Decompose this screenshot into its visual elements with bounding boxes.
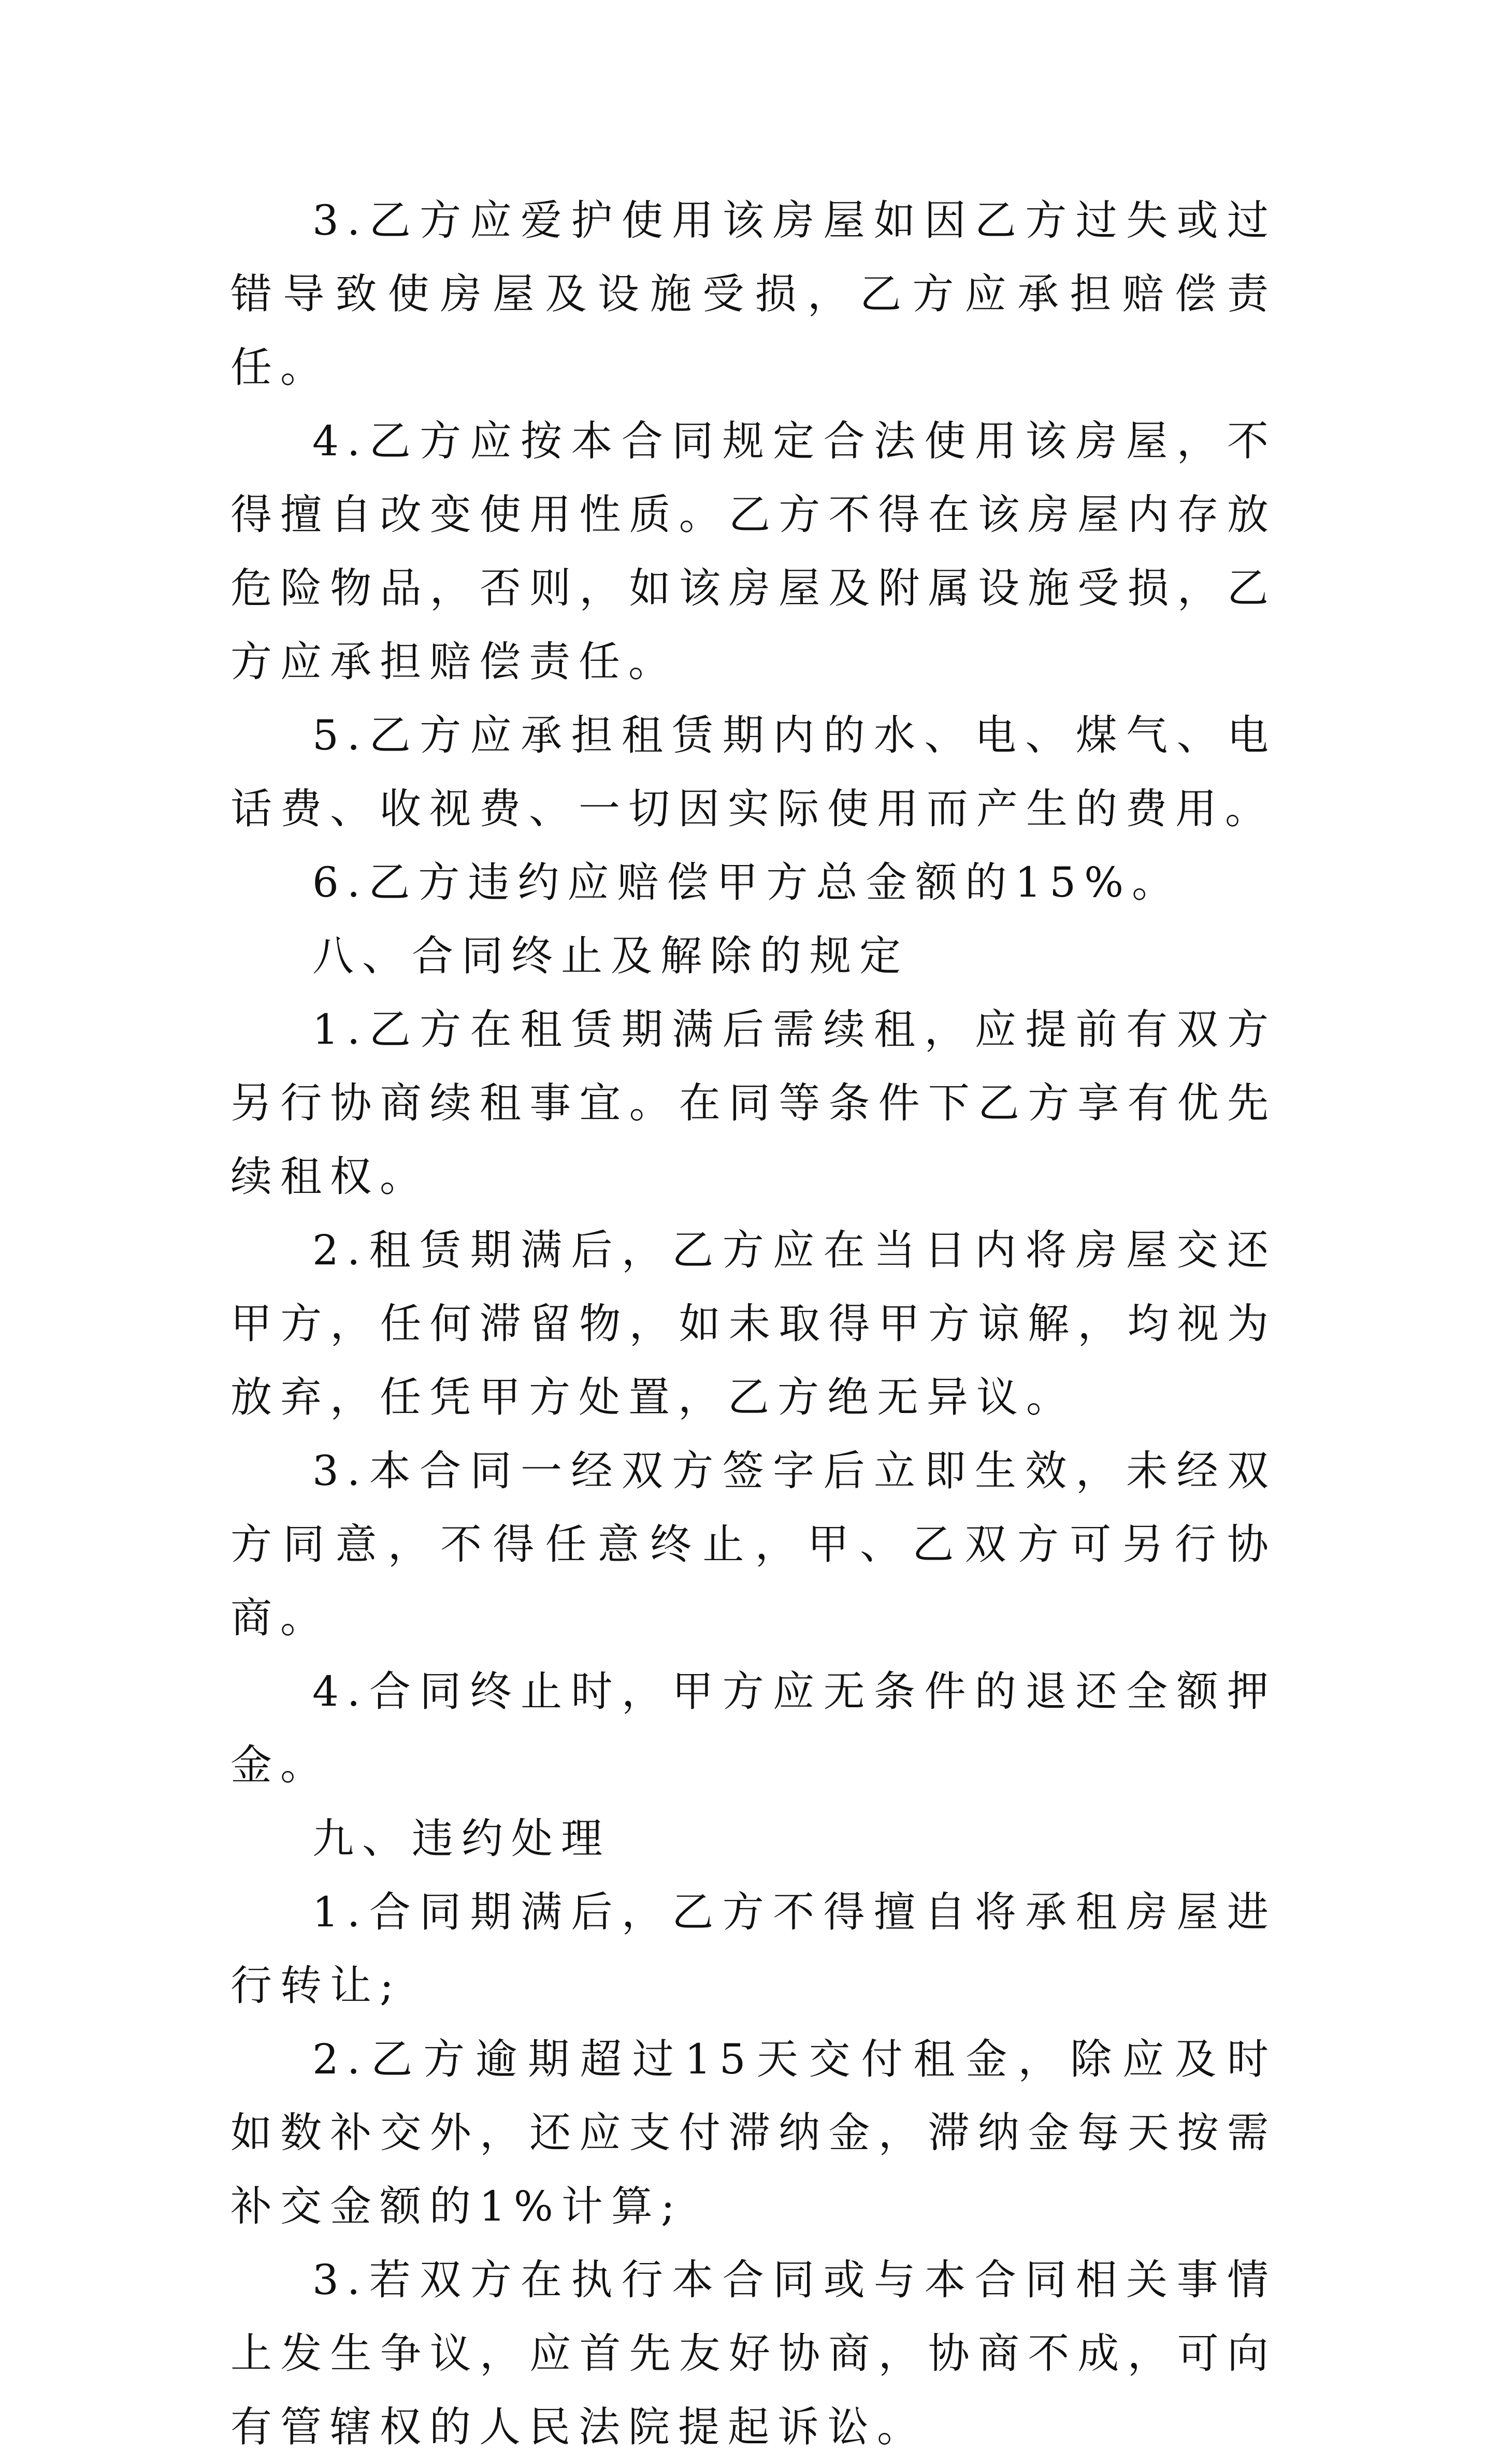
- section-heading-9: 九、违约处理: [312, 1814, 611, 1863]
- paragraph-clause-9-3: 3.若双方在执行本合同或与本合同相关事情上发生争议，应首先友好协商，协商不成，可向有管辖权的人民法院提起诉讼。: [230, 2256, 1277, 2451]
- paragraph-clause-9-2: 2.乙方逾期超过15天交付租金，除应及时如数补交外，还应支付滞纳金，滞纳金每天按需补交金额的1%计算;: [230, 2035, 1277, 2230]
- paragraph-clause-8-2: 2.租赁期满后，乙方应在当日内将房屋交还甲方，任何滞留物，如未取得甲方谅解，均视为放弃，任凭甲方处置，乙方绝无异议。: [230, 1226, 1277, 1421]
- paragraph-clause-9-1: 1.合同期满后，乙方不得擅自将承租房屋进行转让;: [230, 1888, 1277, 2010]
- paragraph-clause-7-3: 3.乙方应爱护使用该房屋如因乙方过失或过错导致使房屋及设施受损，乙方应承担赔偿责任。: [230, 196, 1277, 392]
- paragraph-clause-7-6: 6.乙方违约应赔偿甲方总金额的15%。: [312, 858, 1182, 906]
- section-heading-8: 八、合同终止及解除的规定: [312, 932, 909, 980]
- paragraph-clause-7-4: 4.乙方应按本合同规定合法使用该房屋，不得擅自改变使用性质。乙方不得在该房屋内存放危险物品，否则，如该房屋及附属设施受损，乙方应承担赔偿责任。: [230, 417, 1277, 686]
- paragraph-clause-7-5: 5.乙方应承担租赁期内的水、电、煤气、电话费、收视费、一切因实际使用而产生的费用。: [230, 711, 1277, 833]
- document-body: [230, 184, 1277, 2464]
- paragraph-clause-8-1: 1.乙方在租赁期满后需续租，应提前有双方另行协商续租事宜。在同等条件下乙方享有优先续租权。: [230, 1005, 1277, 1201]
- paragraph-clause-8-3: 3.本合同一经双方签字后立即生效，未经双方同意，不得任意终止，甲、乙双方可另行协商。: [230, 1447, 1277, 1642]
- paragraph-clause-8-4: 4.合同终止时，甲方应无条件的退还全额押金。: [230, 1667, 1277, 1789]
